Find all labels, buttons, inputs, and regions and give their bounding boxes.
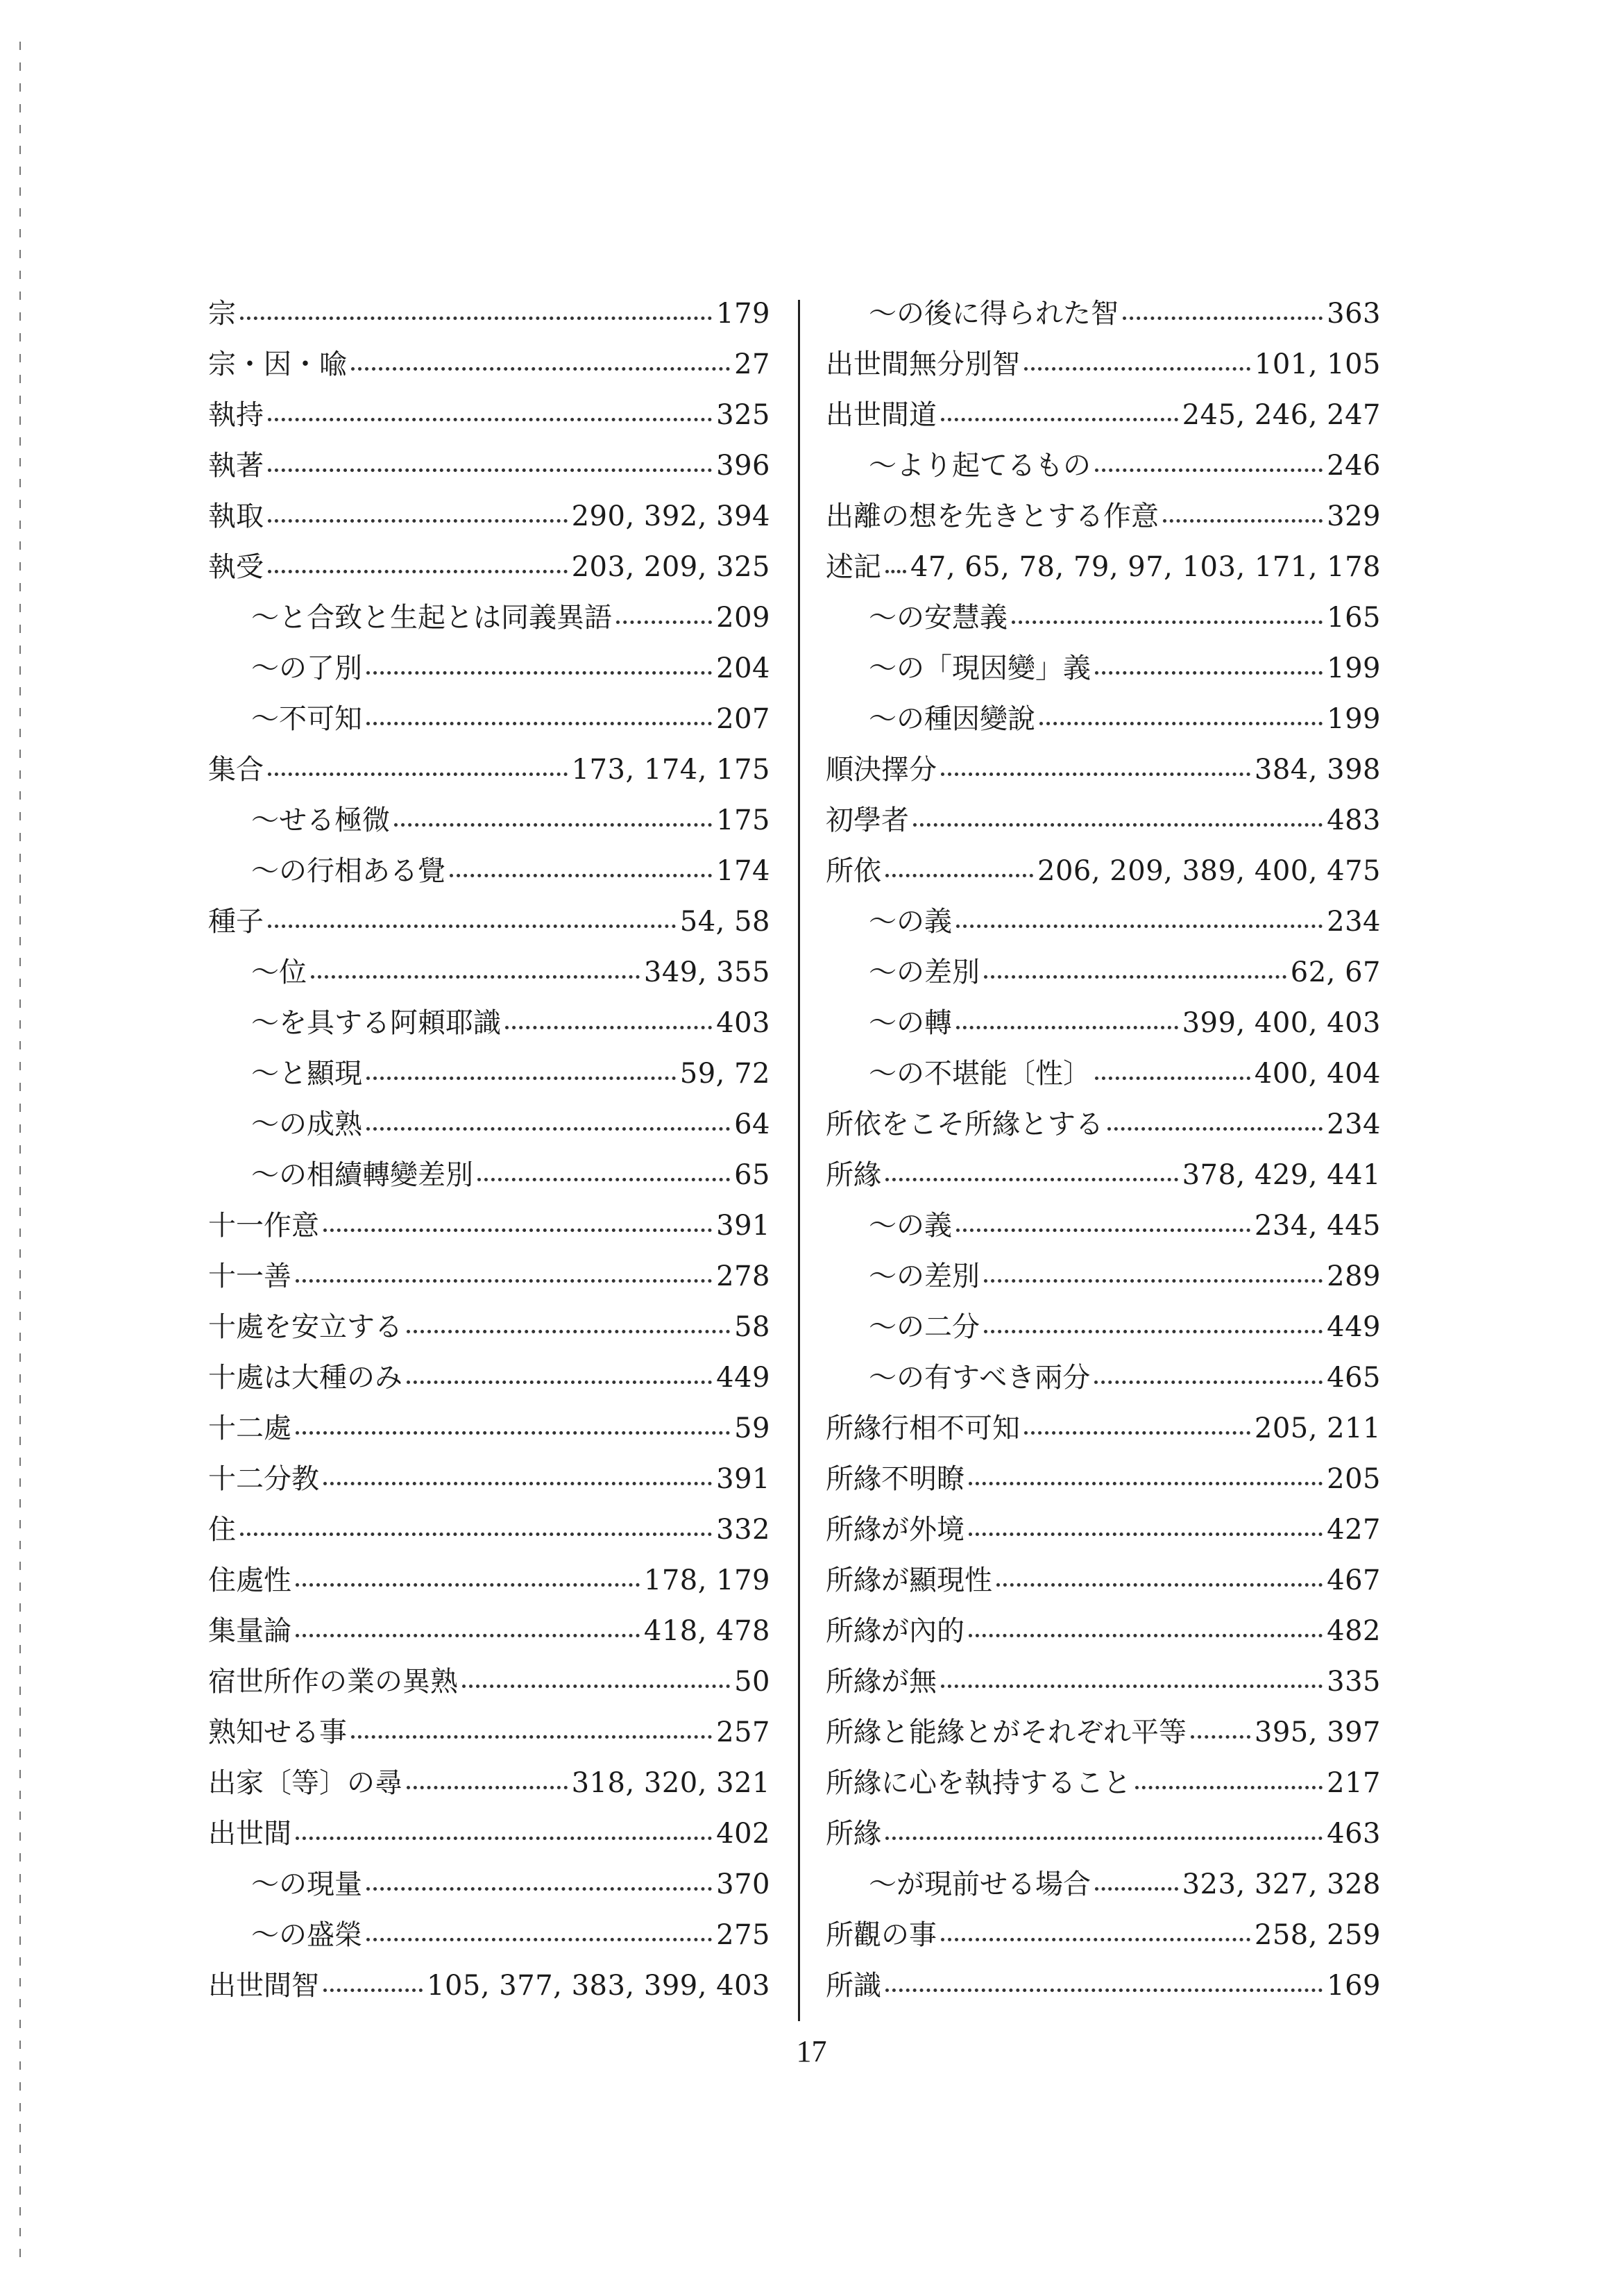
index-pages: 101, 105 [1254, 348, 1381, 380]
index-subentry [208, 1099, 770, 1150]
index-pages: 402 [716, 1818, 770, 1850]
index-pages: 174 [716, 855, 770, 887]
index-term: 〜と顯現 [251, 1058, 362, 1090]
index-pages: 329 [1327, 500, 1381, 532]
index-term: 所緣と能緣とがそれぞれ平等 [826, 1716, 1187, 1748]
leader-dots [268, 925, 676, 928]
index-entry [826, 1555, 1381, 1606]
index-subentry [826, 441, 1381, 491]
index-term: 〜の不堪能〔性〕 [869, 1058, 1091, 1090]
index-pages: 399, 400, 403 [1182, 1007, 1381, 1039]
leader-dots [462, 1685, 730, 1688]
index-pages: 47, 65, 78, 79, 97, 103, 171, 178 [910, 551, 1381, 583]
index-term: 集量論 [208, 1615, 291, 1647]
leader-dots [941, 1938, 1250, 1941]
index-entry [208, 1758, 770, 1809]
leader-dots [984, 1330, 1323, 1333]
index-entry [826, 542, 1381, 593]
index-pages: 418, 478 [643, 1615, 770, 1647]
index-term: 出世間道 [826, 399, 937, 431]
index-pages: 257 [716, 1716, 770, 1748]
index-pages: 105, 377, 383, 399, 403 [427, 1970, 770, 2002]
index-term: 順決擇分 [826, 754, 937, 786]
leader-dots [941, 773, 1250, 776]
index-pages: 378, 429, 441 [1182, 1159, 1381, 1191]
leader-dots [323, 1482, 712, 1485]
leader-dots [996, 1583, 1323, 1587]
index-entry [208, 1403, 770, 1454]
leader-dots [366, 1887, 712, 1891]
index-pages: 465 [1327, 1362, 1381, 1394]
index-pages: 62, 67 [1290, 956, 1381, 988]
index-subentry [208, 593, 770, 643]
index-pages: 323, 327, 328 [1182, 1868, 1381, 1900]
index-entry [208, 441, 770, 491]
index-term: 集合 [208, 754, 264, 786]
leader-dots [296, 1634, 640, 1637]
index-pages: 65 [734, 1159, 770, 1191]
index-entry [208, 339, 770, 390]
leader-dots [268, 773, 568, 776]
index-term: 〜の義 [869, 1210, 952, 1242]
index-term: 熟知せる事 [208, 1716, 347, 1748]
index-pages: 258, 259 [1254, 1919, 1381, 1951]
index-term: 〜せる極微 [251, 804, 390, 836]
leader-dots [941, 418, 1178, 421]
index-pages: 463 [1327, 1818, 1381, 1850]
index-pages: 395, 397 [1254, 1716, 1381, 1748]
leader-dots [1095, 1077, 1250, 1080]
index-entry [826, 1099, 1381, 1150]
index-term: 宗 [208, 298, 236, 330]
index-subentry [208, 643, 770, 694]
index-entry [826, 339, 1381, 390]
index-pages: 396 [716, 450, 770, 482]
leader-dots [1012, 621, 1323, 624]
leader-dots [240, 316, 712, 320]
index-entry [208, 542, 770, 593]
index-term: 〜の二分 [869, 1311, 980, 1343]
index-term: 〜位 [251, 956, 307, 988]
index-pages: 325 [716, 399, 770, 431]
index-entry [826, 1606, 1381, 1657]
index-entry [826, 1454, 1381, 1505]
leader-dots [477, 1178, 730, 1181]
index-entry [208, 1657, 770, 1707]
index-term: 住處性 [208, 1564, 291, 1596]
leader-dots [1095, 469, 1323, 472]
leader-dots [1123, 316, 1323, 320]
leader-dots [323, 1989, 423, 1992]
index-pages: 178, 179 [643, 1564, 770, 1596]
index-entry [208, 1454, 770, 1505]
index-pages: 384, 398 [1254, 754, 1381, 786]
leader-dots [956, 925, 1323, 928]
leader-dots [1094, 1381, 1323, 1384]
index-pages: 289 [1327, 1260, 1381, 1292]
index-entry [208, 1555, 770, 1606]
index-pages: 203, 209, 325 [571, 551, 770, 583]
index-pages: 27 [734, 348, 770, 380]
index-term: 〜の相續轉變差別 [251, 1159, 473, 1191]
leader-dots [969, 1634, 1323, 1637]
index-pages: 391 [716, 1210, 770, 1242]
index-term: 〜の盛榮 [251, 1919, 362, 1951]
index-term: 〜より起てるもの [869, 450, 1091, 482]
index-term: 十一作意 [208, 1210, 319, 1242]
index-term: 所緣行相不可知 [826, 1412, 1020, 1444]
index-entry [826, 846, 1381, 897]
leader-dots [969, 1533, 1323, 1536]
index-subentry [826, 1353, 1381, 1403]
leader-dots [407, 1381, 712, 1384]
index-entry [208, 390, 770, 441]
leader-dots [885, 874, 1033, 877]
leader-dots [296, 1279, 712, 1283]
index-entry [208, 1353, 770, 1403]
index-term: 所緣が無 [826, 1666, 937, 1698]
index-term: 〜の「現因變」義 [869, 652, 1091, 684]
scan-margin-line [19, 42, 21, 2263]
index-pages: 179 [716, 298, 770, 330]
index-subentry [826, 947, 1381, 998]
leader-dots [366, 671, 712, 675]
index-pages: 483 [1327, 804, 1381, 836]
leader-dots [885, 1178, 1178, 1181]
index-pages: 391 [716, 1463, 770, 1495]
index-term: 十處は大種のみ [208, 1362, 402, 1394]
leader-dots [616, 621, 712, 624]
index-entry [208, 289, 770, 339]
index-term: 〜の轉 [869, 1007, 952, 1039]
leader-dots [1135, 1786, 1323, 1789]
index-pages: 169 [1327, 1970, 1381, 2002]
leader-dots [1095, 671, 1323, 675]
index-term: 十一善 [208, 1260, 291, 1292]
index-term: 出離の想を先きとする作意 [826, 500, 1159, 532]
index-pages: 209 [716, 602, 770, 634]
index-subentry [826, 694, 1381, 745]
index-entry [208, 897, 770, 947]
index-pages: 234, 445 [1254, 1210, 1381, 1242]
index-term: 十二分教 [208, 1463, 319, 1495]
leader-dots [366, 1077, 676, 1080]
index-entry [826, 795, 1381, 846]
index-term: 〜の成熟 [251, 1108, 362, 1140]
index-subentry [826, 1201, 1381, 1251]
leader-dots [941, 1685, 1323, 1688]
index-pages: 165 [1327, 602, 1381, 634]
leader-dots [505, 1026, 712, 1029]
index-term: 執著 [208, 450, 264, 482]
index-entry [208, 1707, 770, 1758]
index-entry [826, 1910, 1381, 1961]
index-term: 〜の義 [869, 906, 952, 938]
index-term: 〜の行相ある覺 [251, 855, 445, 887]
leader-dots [1024, 367, 1250, 371]
index-term: 所緣に心を執持すること [826, 1767, 1131, 1799]
leader-dots [1024, 1431, 1250, 1435]
leader-dots [1163, 519, 1323, 523]
index-term: 住 [208, 1514, 236, 1546]
index-pages: 467 [1327, 1564, 1381, 1596]
index-term: 所緣が顯現性 [826, 1564, 992, 1596]
index-term: 出家〔等〕の尋 [208, 1767, 402, 1799]
index-subentry [826, 897, 1381, 947]
leader-dots [268, 418, 712, 421]
leader-dots [296, 1583, 640, 1587]
index-subentry [826, 1302, 1381, 1353]
index-pages: 234 [1327, 906, 1381, 938]
index-term: 所識 [826, 1970, 881, 2002]
leader-dots [984, 1279, 1323, 1283]
leader-dots [296, 1431, 730, 1435]
index-pages: 370 [716, 1868, 770, 1900]
index-entry [208, 1302, 770, 1353]
index-term: 〜の種因變說 [869, 703, 1035, 735]
index-subentry [826, 1859, 1381, 1910]
index-subentry [208, 1150, 770, 1201]
index-term: 〜の了別 [251, 652, 362, 684]
index-subentry [208, 846, 770, 897]
index-term: 所緣不明瞭 [826, 1463, 965, 1495]
index-pages: 349, 355 [643, 956, 770, 988]
index-pages: 363 [1327, 298, 1381, 330]
index-pages: 482 [1327, 1615, 1381, 1647]
index-term: 〜の安慧義 [869, 602, 1008, 634]
index-pages: 245, 246, 247 [1182, 399, 1381, 431]
index-pages: 234 [1327, 1108, 1381, 1140]
index-entry [208, 1961, 770, 2011]
index-pages: 335 [1327, 1666, 1381, 1698]
index-pages: 275 [716, 1919, 770, 1951]
index-pages: 173, 174, 175 [571, 754, 770, 786]
index-term: 〜を具する阿頼耶識 [251, 1007, 501, 1039]
index-pages: 50 [734, 1666, 770, 1698]
index-pages: 427 [1327, 1514, 1381, 1546]
index-term: 所緣 [826, 1159, 881, 1191]
index-term: 執取 [208, 500, 264, 532]
index-term: 所依をこそ所緣とする [826, 1108, 1103, 1140]
index-pages: 449 [1327, 1311, 1381, 1343]
leader-dots [885, 1837, 1323, 1840]
leader-dots [1107, 1127, 1323, 1131]
leader-dots [1095, 1887, 1178, 1891]
index-pages: 246 [1327, 450, 1381, 482]
index-pages: 54, 58 [679, 906, 770, 938]
index-term: 所緣が內的 [826, 1615, 965, 1647]
index-column-left [208, 289, 770, 2011]
index-subentry [208, 1049, 770, 1099]
index-entry [826, 1809, 1381, 1859]
index-subentry [208, 795, 770, 846]
leader-dots [394, 823, 712, 827]
index-entry [826, 1505, 1381, 1555]
index-pages: 205 [1327, 1463, 1381, 1495]
leader-dots [351, 367, 730, 371]
index-term: 所依 [826, 855, 881, 887]
leader-dots [885, 1989, 1323, 1992]
leader-dots [296, 1837, 712, 1840]
index-term: 種子 [208, 906, 264, 938]
index-pages: 59 [734, 1412, 770, 1444]
index-subentry [208, 1910, 770, 1961]
index-term: 十處を安立する [208, 1311, 402, 1343]
leader-dots [956, 1229, 1250, 1232]
index-pages: 290, 392, 394 [571, 500, 770, 532]
index-pages: 278 [716, 1260, 770, 1292]
index-entry [826, 390, 1381, 441]
index-entry [208, 1606, 770, 1657]
column-divider [798, 300, 800, 2021]
leader-dots [366, 1127, 730, 1131]
index-pages: 199 [1327, 652, 1381, 684]
index-subentry [208, 947, 770, 998]
index-pages: 449 [716, 1362, 770, 1394]
index-term: 〜の有すべき兩分 [869, 1362, 1091, 1394]
index-pages: 59, 72 [679, 1058, 770, 1090]
index-entry [826, 1150, 1381, 1201]
index-entry [208, 1505, 770, 1555]
index-subentry [826, 289, 1381, 339]
index-pages: 204 [716, 652, 770, 684]
index-pages: 318, 320, 321 [571, 1767, 770, 1799]
index-subentry [826, 1049, 1381, 1099]
index-term: 宗・因・喩 [208, 348, 347, 380]
index-term: 出世間無分別智 [826, 348, 1020, 380]
index-pages: 332 [716, 1514, 770, 1546]
index-term: 十二處 [208, 1412, 291, 1444]
index-pages: 217 [1327, 1767, 1381, 1799]
index-term: 執受 [208, 551, 264, 583]
index-entry [826, 1961, 1381, 2011]
index-pages: 207 [716, 703, 770, 735]
index-pages: 400, 404 [1254, 1058, 1381, 1090]
index-entry [826, 1707, 1381, 1758]
index-pages: 58 [734, 1311, 770, 1343]
leader-dots [1039, 722, 1323, 725]
leader-dots [268, 469, 712, 472]
index-subentry [826, 1251, 1381, 1302]
leader-dots [969, 1482, 1323, 1485]
index-term: 出世間智 [208, 1970, 319, 2002]
index-term: 〜と合致と生起とは同義異語 [251, 602, 612, 634]
index-subentry [208, 1859, 770, 1910]
index-subentry [826, 998, 1381, 1049]
index-term: 初學者 [826, 804, 909, 836]
index-term: 〜の現量 [251, 1868, 362, 1900]
index-term: 宿世所作の業の異熟 [208, 1666, 458, 1698]
index-pages: 403 [716, 1007, 770, 1039]
leader-dots [407, 1786, 568, 1789]
leader-dots [913, 823, 1323, 827]
index-term: 〜が現前せる場合 [869, 1868, 1091, 1900]
index-pages: 206, 209, 389, 400, 475 [1037, 855, 1381, 887]
index-term: 〜不可知 [251, 703, 362, 735]
index-entry [208, 1809, 770, 1859]
index-entry [826, 1657, 1381, 1707]
leader-dots [268, 570, 568, 573]
index-term: 〜の後に得られた智 [869, 298, 1119, 330]
index-term: 所緣 [826, 1818, 881, 1850]
index-entry [208, 491, 770, 542]
leader-dots [311, 975, 640, 979]
index-entry [208, 1201, 770, 1251]
leader-dots [268, 519, 568, 523]
index-column-right [826, 289, 1381, 2011]
leader-dots [885, 570, 906, 573]
leader-dots [366, 1938, 712, 1941]
index-entry [208, 745, 770, 795]
index-term: 述記 [826, 551, 881, 583]
index-pages: 175 [716, 804, 770, 836]
index-entry [826, 1403, 1381, 1454]
index-term: 執持 [208, 399, 264, 431]
leader-dots [351, 1735, 712, 1739]
index-entry [826, 745, 1381, 795]
leader-dots [323, 1229, 712, 1232]
leader-dots [984, 975, 1286, 979]
leader-dots [407, 1330, 730, 1333]
index-term: 出世間 [208, 1818, 291, 1850]
index-term: 所緣が外境 [826, 1514, 965, 1546]
leader-dots [366, 722, 712, 725]
index-pages: 205, 211 [1254, 1412, 1381, 1444]
index-subentry [826, 593, 1381, 643]
index-subentry [826, 643, 1381, 694]
index-entry [826, 1758, 1381, 1809]
index-entry [826, 491, 1381, 542]
index-term: 〜の差別 [869, 956, 980, 988]
leader-dots [450, 874, 712, 877]
page-number: 17 [796, 2034, 827, 2068]
index-term: 所觀の事 [826, 1919, 937, 1951]
index-pages: 64 [734, 1108, 770, 1140]
index-subentry [208, 998, 770, 1049]
leader-dots [240, 1533, 712, 1536]
index-entry [208, 1251, 770, 1302]
index-pages: 199 [1327, 703, 1381, 735]
index-term: 〜の差別 [869, 1260, 980, 1292]
index-subentry [208, 694, 770, 745]
leader-dots [956, 1026, 1178, 1029]
leader-dots [1191, 1735, 1250, 1739]
